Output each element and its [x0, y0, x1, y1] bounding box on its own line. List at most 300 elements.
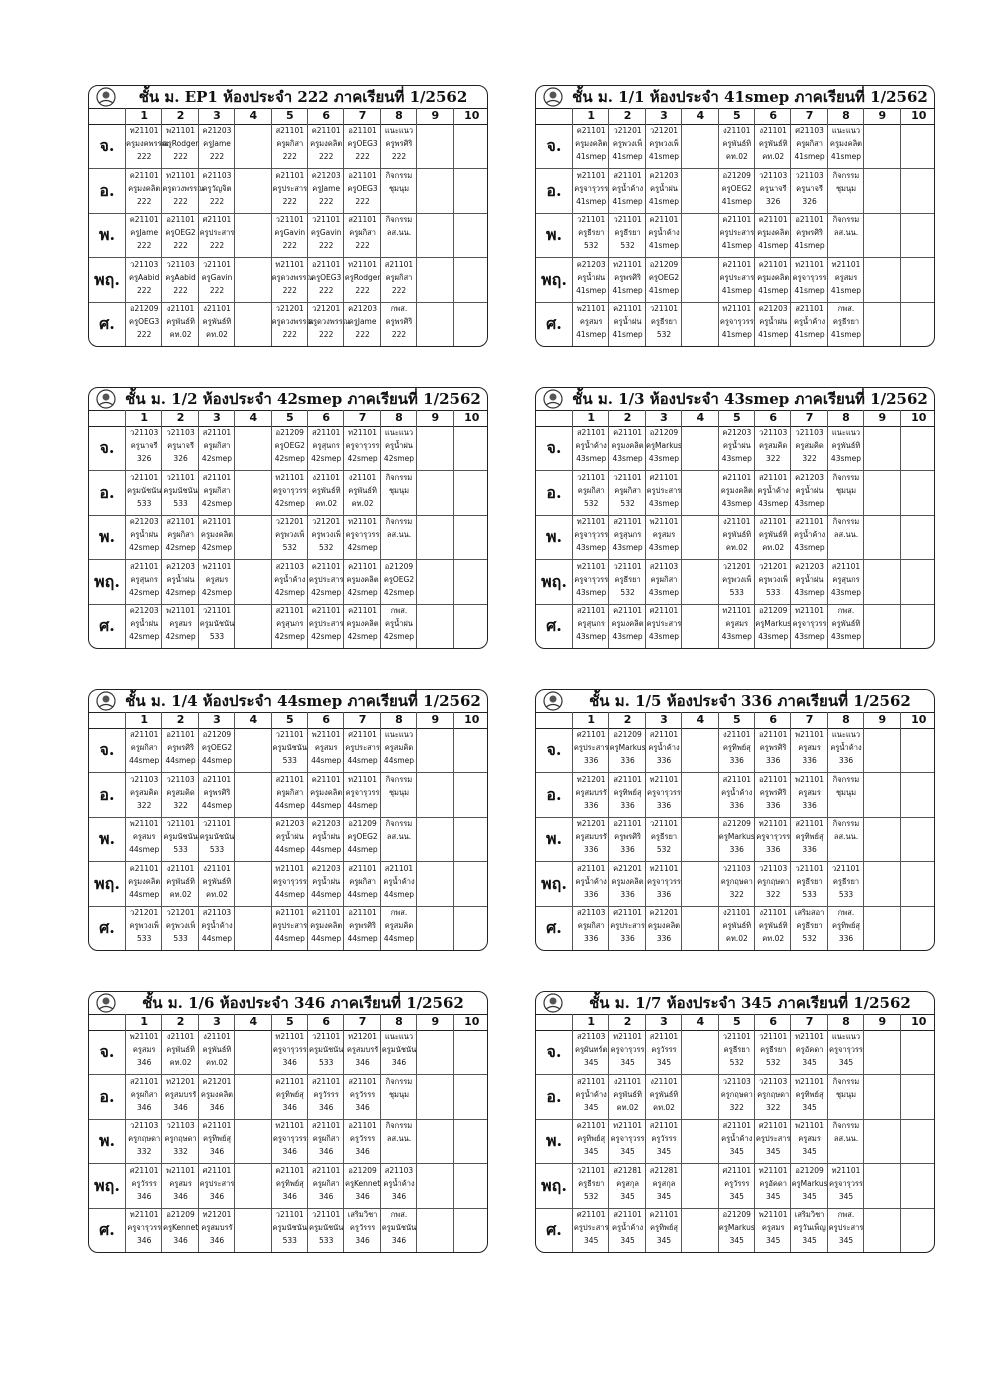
subject-code: ท21101	[275, 863, 305, 873]
empty-slot	[863, 728, 900, 772]
subject-code: อ21209	[649, 259, 679, 269]
class-slot	[198, 213, 235, 257]
period-number: 1	[125, 410, 162, 426]
room-number: 41smep	[721, 330, 752, 340]
subject-code: ส21101	[348, 863, 377, 873]
room-number: 222	[355, 330, 370, 340]
subject-code: ศ21101	[722, 1165, 752, 1175]
room-number: 346	[282, 1191, 297, 1201]
day-row	[536, 258, 934, 303]
empty-slot	[681, 124, 718, 168]
period-number: 8	[827, 712, 864, 728]
day-label: ศ.	[546, 616, 562, 636]
class-slot	[572, 515, 609, 559]
teacher-name: ครูธีรยา	[796, 876, 823, 886]
period-header-row	[89, 108, 487, 125]
teacher-name: ครูOEG3	[347, 139, 378, 148]
empty-slot	[900, 258, 937, 302]
empty-slot	[863, 169, 900, 213]
subject-code: ง21101	[203, 1032, 231, 1041]
empty-slot	[681, 1030, 718, 1074]
room-number: 44smep	[347, 800, 378, 810]
room-number: 43smep	[648, 632, 680, 642]
teacher-name: ครูJame	[203, 139, 231, 148]
teacher-name: ครูมนัชนัน	[199, 832, 235, 842]
teacher-name: ครูจารุวรร	[345, 787, 380, 797]
empty-slot	[416, 560, 453, 604]
room-number: 346	[173, 1236, 188, 1246]
room-number: 336	[584, 845, 599, 855]
room-number: 42smep	[201, 498, 233, 508]
subject-code: ส21101	[613, 170, 642, 180]
class-slot	[608, 169, 645, 213]
class-slot	[718, 604, 755, 648]
subject-code: ส21101	[129, 1076, 159, 1086]
day-label: พ.	[98, 225, 116, 245]
teacher-name: ครูมนัชนัน	[381, 1223, 417, 1233]
room-number: 345	[584, 1147, 599, 1157]
empty-slot	[453, 604, 490, 648]
subject-code: ค21101	[649, 215, 679, 225]
room-number: 44smep	[274, 800, 305, 810]
subject-code: ท21201	[202, 1210, 232, 1220]
period-number: 2	[608, 712, 645, 728]
empty-slot	[900, 728, 937, 772]
teacher-name: ครูวัรรร	[349, 1134, 376, 1144]
room-number: 43smep	[648, 498, 680, 508]
teacher-name: ครูจารุวรร	[610, 1134, 645, 1144]
teacher-name: ครูประสาร	[755, 1134, 791, 1144]
teacher-name: ครูน้ำฝน	[312, 832, 341, 842]
class-slot	[307, 1075, 344, 1119]
teacher-name: ครูจารุวรร	[574, 530, 609, 540]
teacher-name: ครูพรศิริ	[349, 921, 376, 931]
empty-slot	[453, 213, 490, 257]
subject-code: ค21101	[311, 774, 341, 784]
period-number: 10	[453, 1014, 490, 1030]
room-number: 345	[620, 1191, 635, 1201]
class-slot	[380, 817, 417, 861]
room-number: 533	[319, 1058, 334, 1067]
class-slot	[271, 1208, 308, 1252]
teacher-name: ครูสมบรรั	[164, 1089, 197, 1099]
class-slot	[161, 213, 198, 257]
period-number: 10	[900, 1014, 937, 1030]
subject-code: ว21103	[166, 1121, 195, 1131]
period-number: 8	[827, 1014, 864, 1030]
room-number: 336	[766, 756, 781, 765]
subject-code: ค21203	[348, 304, 378, 314]
subject-code: ส21281	[613, 1165, 642, 1175]
class-slot	[718, 773, 755, 817]
subject-code: ท21101	[275, 1121, 305, 1131]
teacher-name: ครูสมร	[132, 832, 156, 842]
subject-code: ว21103	[722, 1076, 751, 1086]
subject-code: อ21209	[722, 1210, 751, 1220]
room-number: 222	[282, 330, 297, 340]
subject-code: ง21101	[166, 1032, 195, 1041]
subject-code: ค21203	[129, 606, 159, 616]
room-number: 345	[802, 1147, 817, 1157]
subject-code: กพส.	[390, 304, 408, 314]
subject-code: ส21101	[758, 472, 788, 482]
class-slot	[198, 515, 235, 559]
day-row	[89, 258, 487, 303]
subject-code: ส21101	[649, 1121, 679, 1131]
room-number: คท.02	[206, 330, 228, 340]
subject-code: ว21103	[130, 774, 159, 784]
empty-slot	[863, 560, 900, 604]
teacher-name: ครูวัญจิต	[202, 183, 232, 193]
room-number: 345	[620, 1058, 635, 1067]
subject-code: ว21101	[202, 819, 232, 829]
room-number: คท.02	[169, 330, 192, 340]
room-number: 42smep	[129, 632, 160, 642]
subject-code: พ21101	[649, 517, 679, 527]
teacher-name: ครูมงคลิต	[575, 139, 608, 148]
class-slot	[198, 1208, 235, 1252]
card-title: ชั้น ม. 1/2 ห้องประจำ 42smep ภาคเรียนที่ 1/2562	[125, 390, 481, 408]
class-slot	[380, 773, 417, 817]
room-number: 42smep	[347, 587, 378, 597]
teacher-name: ครูจารุวรร	[829, 1178, 863, 1188]
room-number: 346	[137, 1236, 152, 1246]
room-number: 43smep	[648, 587, 680, 597]
teacher-name: ครูทิพย์สุ	[577, 1134, 606, 1144]
room-number: 345	[802, 1191, 817, 1201]
room-number: 222	[137, 196, 152, 206]
teacher-name: ครูมนัชนัน	[381, 1045, 417, 1054]
teacher-name: ครูมงคลิต	[611, 441, 644, 450]
room-number: 41smep	[830, 285, 862, 295]
room-number: คท.02	[762, 152, 785, 161]
room-number: 336	[838, 934, 854, 944]
teacher-name: ครูประสาร	[719, 272, 755, 282]
subject-code: ท21101	[576, 561, 606, 571]
class-slot	[380, 258, 417, 302]
empty-slot	[416, 906, 453, 950]
class-slot	[572, 1075, 609, 1119]
timetable-card	[535, 387, 935, 649]
room-number: 336	[802, 845, 817, 855]
class-slot	[380, 1030, 417, 1074]
class-slot	[827, 906, 864, 950]
class-slot	[161, 1208, 198, 1252]
room-number: 533	[766, 587, 781, 597]
teacher-name: ครูน้ำค้าง	[575, 876, 607, 886]
teacher-name: ครูมงคลิต	[829, 139, 863, 148]
room-number: 43smep	[648, 454, 680, 463]
class-slot	[608, 817, 645, 861]
school-logo-icon	[540, 389, 566, 409]
teacher-name: ครูนาจรี	[796, 183, 823, 193]
teacher-name: ครูน้ำฝน	[795, 485, 824, 495]
card-header	[89, 992, 487, 1015]
class-slot	[161, 1164, 198, 1208]
room-number: 41smep	[576, 196, 607, 206]
room-number: 533	[173, 845, 188, 855]
subject-code: ท21201	[576, 819, 606, 829]
teacher-name: ครูสุนกร	[312, 441, 340, 450]
class-slot	[754, 426, 791, 470]
room-number: 41smep	[794, 241, 825, 251]
room-number: 43smep	[721, 632, 752, 642]
room-number: 336	[656, 934, 672, 944]
teacher-name: ครูพรศิริ	[759, 787, 787, 797]
period-header-row	[89, 410, 487, 427]
room-number: 222	[391, 330, 407, 340]
teacher-name: ครูสมร	[798, 1134, 821, 1144]
empty-slot	[900, 213, 937, 257]
empty-slot	[681, 817, 718, 861]
teacher-name: ครูRodger	[344, 272, 381, 282]
class-slot	[271, 471, 308, 515]
subject-code: กิจกรรม	[385, 170, 413, 180]
period-number: 7	[343, 410, 380, 426]
subject-code: ว21201	[312, 304, 341, 314]
subject-code: ศ21101	[576, 1210, 606, 1220]
room-number: 336	[729, 845, 744, 855]
teacher-name: ครูจารุวรร	[272, 1134, 307, 1144]
teacher-name: ครูมนัชนัน	[163, 485, 198, 495]
subject-code: อ21101	[348, 908, 377, 918]
subject-code: ส21103	[384, 1165, 414, 1175]
class-slot	[198, 1164, 235, 1208]
class-slot	[754, 213, 791, 257]
subject-code: ส21101	[202, 472, 232, 482]
class-slot	[198, 471, 235, 515]
class-slot	[343, 817, 380, 861]
day-row	[536, 1030, 934, 1075]
teacher-name: ครูผกิสา	[203, 485, 231, 495]
room-number: 326	[137, 454, 152, 463]
empty-slot	[234, 1208, 271, 1252]
class-slot	[608, 1075, 645, 1119]
empty-slot	[416, 258, 453, 302]
day-row	[89, 773, 487, 818]
teacher-name: ครูธีรยา	[760, 1045, 787, 1054]
empty-slot	[681, 213, 718, 257]
teacher-name: ครูมงคลิต	[720, 485, 753, 495]
empty-slot	[234, 213, 271, 257]
day-label: อ.	[546, 482, 562, 502]
subject-code: กิจกรรม	[832, 774, 860, 784]
class-slot	[572, 302, 609, 346]
room-number: 42smep	[165, 587, 196, 597]
empty-slot	[234, 124, 271, 168]
room-number: 346	[282, 1058, 297, 1067]
period-number: 10	[453, 712, 490, 728]
class-slot	[161, 1030, 198, 1074]
empty-slot	[234, 560, 271, 604]
class-slot	[754, 906, 791, 950]
subject-code: ท21101	[795, 259, 824, 269]
empty-slot	[863, 471, 900, 515]
class-slot	[790, 1119, 827, 1163]
room-number: 345	[620, 1236, 635, 1246]
subject-code: ค21203	[722, 428, 752, 437]
room-number: 533	[729, 587, 744, 597]
teacher-name: ครูสุนกร	[276, 619, 304, 629]
subject-code: ค21201	[649, 908, 679, 918]
class-slot	[608, 426, 645, 470]
class-slot	[754, 817, 791, 861]
subject-code: กิจกรรม	[385, 517, 413, 527]
period-number: 4	[681, 1014, 718, 1030]
subject-code: ท21101	[348, 774, 377, 784]
class-slot	[608, 213, 645, 257]
subject-code: ท21101	[722, 304, 752, 314]
subject-code: ค21101	[311, 561, 341, 571]
subject-code: ง21101	[613, 1076, 642, 1086]
room-number: 346	[209, 1236, 225, 1246]
class-slot	[718, 1075, 755, 1119]
teacher-name: ครูพรศิริ	[167, 743, 194, 752]
room-number: 42smep	[129, 543, 160, 553]
class-slot	[380, 862, 417, 906]
day-label: จ.	[546, 438, 562, 457]
empty-slot	[681, 728, 718, 772]
empty-slot	[453, 1208, 490, 1252]
subject-code: ค21203	[311, 819, 341, 829]
subject-code: ท21101	[649, 774, 679, 784]
empty-slot	[416, 471, 453, 515]
empty-slot	[234, 426, 271, 470]
class-slot	[161, 773, 198, 817]
class-slot	[718, 728, 755, 772]
room-number: 533	[209, 632, 225, 642]
class-slot	[380, 604, 417, 648]
empty-slot	[453, 258, 490, 302]
school-logo-icon	[540, 691, 566, 711]
subject-code: ค21101	[129, 215, 159, 225]
subject-code: ส21101	[649, 730, 679, 739]
class-slot	[718, 258, 755, 302]
teacher-name: ครูน้ำฝน	[650, 183, 678, 193]
timetable-card	[535, 991, 935, 1253]
day-label: พฤ.	[94, 269, 120, 289]
subject-code: ว21201	[312, 517, 341, 527]
day-row	[536, 1075, 934, 1120]
class-slot	[343, 302, 380, 346]
period-number: 4	[234, 712, 271, 728]
room-number: 43smep	[576, 632, 607, 642]
room-number: 533	[802, 889, 817, 899]
class-slot	[198, 124, 235, 168]
subject-code: อ21209	[130, 304, 159, 314]
empty-slot	[416, 1208, 453, 1252]
room-number: 41smep	[794, 330, 825, 340]
class-slot	[645, 302, 682, 346]
card-header	[89, 86, 487, 109]
class-slot	[608, 560, 645, 604]
subject-code: ว21201	[613, 126, 642, 135]
room-number: 222	[355, 196, 370, 206]
card-title: ชั้น ม. 1/3 ห้องประจำ 43smep ภาคเรียนที่ 1/2562	[572, 390, 928, 408]
empty-slot	[416, 169, 453, 213]
teacher-name: ครูมนัชนัน	[199, 619, 235, 629]
room-number: 322	[729, 889, 744, 899]
empty-slot	[453, 728, 490, 772]
teacher-name: ครูพรศิริ	[796, 228, 823, 238]
room-number: 43smep	[830, 454, 862, 463]
class-slot	[161, 258, 198, 302]
class-slot	[271, 169, 308, 213]
teacher-name: ครูธีรยา	[723, 1045, 750, 1054]
room-number: 336	[584, 800, 599, 810]
class-slot	[718, 213, 755, 257]
class-slot	[645, 258, 682, 302]
teacher-name: ครูธีรยา	[650, 832, 678, 842]
teacher-name: ครูจารุวรร	[756, 832, 791, 842]
card-title: ชั้น ม. EP1 ห้องประจำ 222 ภาคเรียนที่ 1/2562	[138, 88, 468, 106]
room-number: 42smep	[383, 587, 415, 597]
teacher-name: ครูน้ำค้าง	[383, 1178, 415, 1188]
class-slot	[198, 817, 235, 861]
class-slot	[754, 515, 791, 559]
subject-code: ค21203	[311, 863, 341, 873]
teacher-name: ครูน้ำค้าง	[721, 1134, 753, 1144]
subject-code: ค21201	[613, 863, 643, 873]
teacher-name: ครูสมบรรั	[575, 832, 607, 842]
room-number: 346	[391, 1236, 407, 1246]
teacher-name: ครูประสาร	[719, 228, 755, 238]
teacher-name: ครูกฤษดา	[720, 1089, 753, 1099]
class-slot	[198, 169, 235, 213]
teacher-name: ครูน้ำค้าง	[757, 485, 789, 495]
class-slot	[645, 906, 682, 950]
subject-code: แนะแนว	[384, 428, 414, 437]
room-number: 44smep	[201, 756, 233, 765]
class-slot	[198, 1075, 235, 1119]
subject-code: ว21103	[759, 428, 788, 437]
timetable-card	[88, 991, 488, 1253]
class-slot	[790, 471, 827, 515]
teacher-name: ครูสมคิด	[129, 787, 159, 797]
class-slot	[307, 1119, 344, 1163]
class-slot	[380, 426, 417, 470]
teacher-name: ครูมนัชนัน	[308, 1223, 344, 1233]
teacher-name: ครูทิพย์สุ	[613, 787, 642, 797]
subject-code: ท21101	[795, 1076, 824, 1086]
class-slot	[790, 169, 827, 213]
room-number: 41smep	[794, 152, 825, 161]
subject-code: ส21103	[649, 561, 679, 571]
teacher-name: ครูทิพย์สุ	[832, 921, 860, 931]
subject-code: ส21101	[613, 1210, 642, 1220]
teacher-name: ครูOEG2	[383, 574, 415, 584]
empty-slot	[453, 302, 490, 346]
teacher-name: ครูประสาร	[345, 743, 380, 752]
period-number: 10	[900, 712, 937, 728]
room-number: 222	[209, 241, 225, 251]
day-row	[536, 515, 934, 560]
room-number: 42smep	[201, 587, 233, 597]
teacher-name: ลส.นน.	[833, 530, 859, 540]
class-slot	[790, 515, 827, 559]
subject-code: อ21209	[649, 428, 679, 437]
room-number: 336	[656, 800, 672, 810]
empty-slot	[234, 1164, 271, 1208]
subject-code: ว21201	[130, 908, 159, 918]
class-slot	[380, 906, 417, 950]
period-number: 1	[572, 712, 609, 728]
room-number: 336	[584, 756, 599, 765]
subject-code: ง21101	[166, 863, 195, 873]
class-slot	[161, 471, 198, 515]
teacher-name: ครูประสาร	[308, 619, 344, 629]
class-slot	[645, 773, 682, 817]
